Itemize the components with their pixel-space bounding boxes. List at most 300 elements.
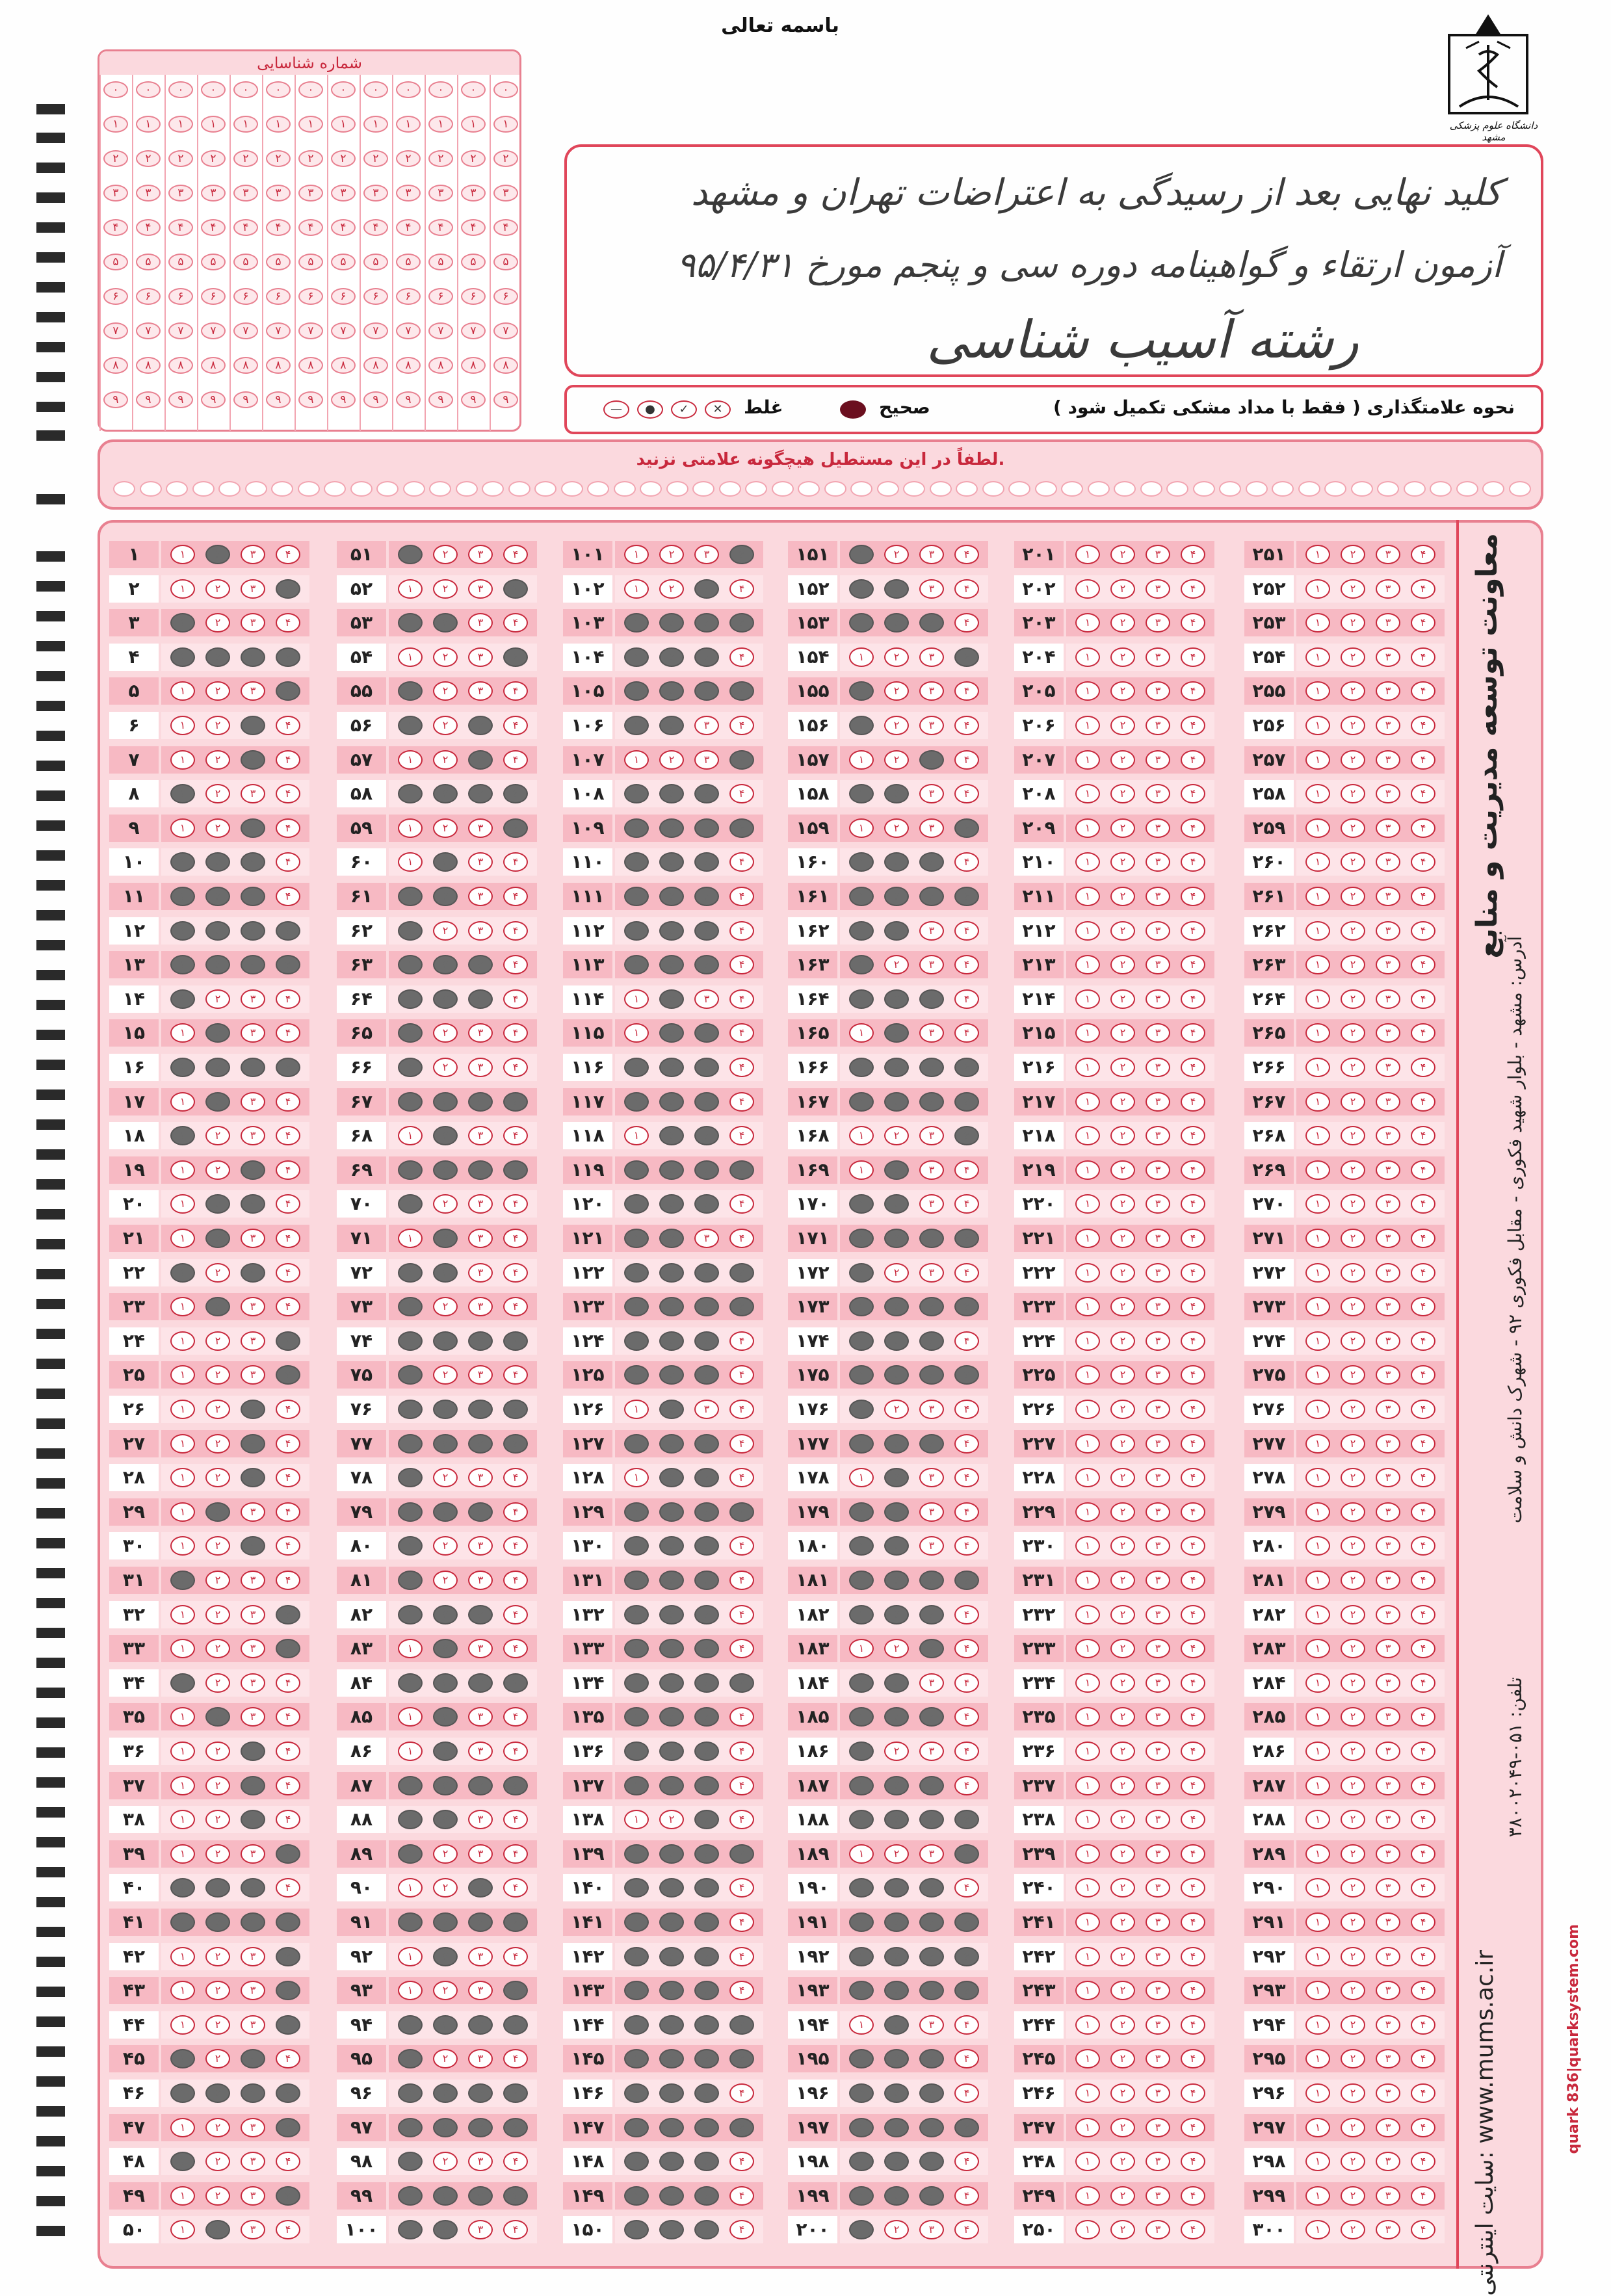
choice-bubble[interactable]: ۴ <box>1411 1023 1435 1043</box>
choice-bubble[interactable]: ۳ <box>468 2186 493 2206</box>
choice-bubble[interactable]: ۱ <box>398 921 423 941</box>
choice-bubble[interactable]: ۳ <box>1376 681 1400 701</box>
choice-bubble[interactable]: ۱ <box>170 1810 195 1829</box>
choice-bubble[interactable]: ۲ <box>1341 2118 1365 2137</box>
choice-bubble[interactable]: ۱ <box>398 2049 423 2068</box>
choice-bubble[interactable]: ۱ <box>170 2049 195 2068</box>
choice-bubble[interactable]: ۴ <box>1411 1947 1435 1966</box>
id-digit-bubble[interactable]: ۷ <box>201 322 226 339</box>
choice-bubble[interactable]: ۳ <box>241 818 265 838</box>
choice-bubble[interactable]: ۱ <box>1075 1194 1100 1214</box>
choice-bubble[interactable]: ۳ <box>1376 1571 1400 1590</box>
choice-bubble[interactable]: ۳ <box>1376 613 1400 633</box>
choice-bubble[interactable]: ۴ <box>1181 2152 1205 2171</box>
choice-bubble[interactable]: ۲ <box>205 955 230 974</box>
choice-bubble[interactable]: ۳ <box>1376 1365 1400 1385</box>
id-digit-bubble[interactable]: ۷ <box>493 322 518 339</box>
choice-bubble[interactable]: ۱ <box>398 1092 423 1112</box>
id-digit-bubble[interactable]: ۱ <box>461 116 486 133</box>
choice-bubble[interactable]: ۲ <box>1110 681 1135 701</box>
choice-bubble[interactable]: ۳ <box>241 2186 265 2206</box>
choice-bubble[interactable]: ۳ <box>694 1434 719 1454</box>
choice-bubble[interactable]: ۱ <box>170 1263 195 1283</box>
choice-bubble[interactable]: ۳ <box>919 2083 944 2103</box>
choice-bubble[interactable]: ۴ <box>1181 716 1205 735</box>
choice-bubble[interactable]: ۱ <box>624 1571 649 1590</box>
choice-bubble[interactable]: ۱ <box>1075 2186 1100 2206</box>
choice-bubble[interactable]: ۱ <box>170 716 195 735</box>
choice-bubble[interactable]: ۳ <box>694 2015 719 2035</box>
choice-bubble[interactable]: ۱ <box>849 1639 874 1658</box>
choice-bubble[interactable]: ۱ <box>398 818 423 838</box>
choice-bubble[interactable]: ۲ <box>1341 1297 1365 1316</box>
choice-bubble[interactable]: ۱ <box>398 1707 423 1727</box>
choice-bubble[interactable]: ۲ <box>205 1263 230 1283</box>
choice-bubble[interactable]: ۱ <box>849 1365 874 1385</box>
choice-bubble[interactable]: ۲ <box>433 1400 458 1419</box>
choice-bubble[interactable]: ۱ <box>849 1605 874 1624</box>
choice-bubble[interactable]: ۱ <box>1075 1331 1100 1351</box>
choice-bubble[interactable]: ۳ <box>694 989 719 1009</box>
choice-bubble[interactable]: ۴ <box>503 1297 528 1316</box>
id-digit-bubble[interactable]: ۱ <box>168 116 193 133</box>
choice-bubble[interactable]: ۴ <box>1411 2220 1435 2239</box>
choice-bubble[interactable]: ۱ <box>398 1263 423 1283</box>
choice-bubble[interactable]: ۳ <box>1376 750 1400 770</box>
choice-bubble[interactable]: ۳ <box>919 989 944 1009</box>
choice-bubble[interactable]: ۲ <box>1341 1981 1365 2000</box>
id-digit-bubble[interactable]: ۲ <box>233 150 258 167</box>
choice-bubble[interactable]: ۲ <box>659 784 684 803</box>
choice-bubble[interactable]: ۲ <box>433 1947 458 1966</box>
choice-bubble[interactable]: ۳ <box>241 1639 265 1658</box>
choice-bubble[interactable]: ۴ <box>729 1365 754 1385</box>
choice-bubble[interactable]: ۲ <box>1341 1947 1365 1966</box>
choice-bubble[interactable]: ۳ <box>1146 1160 1170 1180</box>
choice-bubble[interactable]: ۳ <box>241 784 265 803</box>
choice-bubble[interactable]: ۴ <box>1181 921 1205 941</box>
choice-bubble[interactable]: ۱ <box>398 579 423 599</box>
id-digit-bubble[interactable]: ۱ <box>136 116 161 133</box>
choice-bubble[interactable]: ۳ <box>1376 1092 1400 1112</box>
choice-bubble[interactable]: ۴ <box>503 1878 528 1898</box>
choice-bubble[interactable]: ۱ <box>1305 1092 1330 1112</box>
choice-bubble[interactable]: ۳ <box>468 1912 493 1932</box>
choice-bubble[interactable]: ۲ <box>1341 2186 1365 2206</box>
choice-bubble[interactable]: ۱ <box>849 2049 874 2068</box>
choice-bubble[interactable]: ۴ <box>276 784 300 803</box>
choice-bubble[interactable]: ۱ <box>398 1776 423 1795</box>
choice-bubble[interactable]: ۳ <box>694 955 719 974</box>
choice-bubble[interactable]: ۲ <box>659 887 684 906</box>
id-digit-bubble[interactable]: ۵ <box>396 254 421 270</box>
choice-bubble[interactable]: ۱ <box>849 1400 874 1419</box>
choice-bubble[interactable]: ۳ <box>468 1981 493 2000</box>
choice-bubble[interactable]: ۳ <box>919 1058 944 1077</box>
id-digit-bubble[interactable]: ۶ <box>331 288 356 305</box>
choice-bubble[interactable]: ۴ <box>503 1331 528 1351</box>
choice-bubble[interactable]: ۲ <box>205 2186 230 2206</box>
choice-bubble[interactable]: ۲ <box>884 1571 909 1590</box>
choice-bubble[interactable]: ۲ <box>1110 1468 1135 1487</box>
choice-bubble[interactable]: ۲ <box>884 1194 909 1214</box>
id-digit-bubble[interactable]: ۹ <box>363 391 388 408</box>
choice-bubble[interactable]: ۴ <box>503 1229 528 1248</box>
choice-bubble[interactable]: ۴ <box>503 1058 528 1077</box>
choice-bubble[interactable]: ۲ <box>205 1912 230 1932</box>
choice-bubble[interactable]: ۱ <box>849 989 874 1009</box>
choice-bubble[interactable]: ۱ <box>170 921 195 941</box>
choice-bubble[interactable]: ۱ <box>1075 1229 1100 1248</box>
id-digit-bubble[interactable]: ۸ <box>396 357 421 374</box>
choice-bubble[interactable]: ۴ <box>503 681 528 701</box>
id-digit-bubble[interactable]: ۵ <box>493 254 518 270</box>
choice-bubble[interactable]: ۱ <box>1075 784 1100 803</box>
choice-bubble[interactable]: ۳ <box>468 1639 493 1658</box>
choice-bubble[interactable]: ۱ <box>398 1331 423 1351</box>
id-digit-bubble[interactable]: ۷ <box>168 322 193 339</box>
id-digit-bubble[interactable]: ۱ <box>428 116 453 133</box>
id-digit-bubble[interactable]: ۵ <box>201 254 226 270</box>
choice-bubble[interactable]: ۴ <box>1411 1468 1435 1487</box>
choice-bubble[interactable]: ۲ <box>659 1742 684 1761</box>
choice-bubble[interactable]: ۴ <box>954 1400 979 1419</box>
choice-bubble[interactable]: ۱ <box>398 887 423 906</box>
choice-bubble[interactable]: ۴ <box>729 750 754 770</box>
choice-bubble[interactable]: ۲ <box>1110 1844 1135 1864</box>
id-digit-bubble[interactable]: ۰ <box>493 81 518 98</box>
choice-bubble[interactable]: ۴ <box>1411 921 1435 941</box>
choice-bubble[interactable]: ۱ <box>1305 647 1330 667</box>
choice-bubble[interactable]: ۲ <box>433 2083 458 2103</box>
choice-bubble[interactable]: ۱ <box>849 1844 874 1864</box>
choice-bubble[interactable]: ۲ <box>659 1947 684 1966</box>
choice-bubble[interactable]: ۲ <box>433 579 458 599</box>
choice-bubble[interactable]: ۴ <box>276 1092 300 1112</box>
choice-bubble[interactable]: ۲ <box>433 2152 458 2171</box>
choice-bubble[interactable]: ۴ <box>1181 1605 1205 1624</box>
choice-bubble[interactable]: ۲ <box>205 1605 230 1624</box>
choice-bubble[interactable]: ۱ <box>170 2152 195 2171</box>
choice-bubble[interactable]: ۱ <box>624 955 649 974</box>
choice-bubble[interactable]: ۱ <box>1075 1947 1100 1966</box>
choice-bubble[interactable]: ۴ <box>276 1194 300 1214</box>
choice-bubble[interactable]: ۳ <box>241 1502 265 1522</box>
choice-bubble[interactable]: ۳ <box>1146 1776 1170 1795</box>
choice-bubble[interactable]: ۴ <box>503 2015 528 2035</box>
choice-bubble[interactable]: ۲ <box>205 1844 230 1864</box>
choice-bubble[interactable]: ۲ <box>1110 2015 1135 2035</box>
choice-bubble[interactable]: ۴ <box>1411 1571 1435 1590</box>
choice-bubble[interactable]: ۳ <box>241 681 265 701</box>
choice-bubble[interactable]: ۲ <box>659 921 684 941</box>
choice-bubble[interactable]: ۱ <box>170 1742 195 1761</box>
choice-bubble[interactable]: ۱ <box>1305 579 1330 599</box>
choice-bubble[interactable]: ۳ <box>468 1160 493 1180</box>
choice-bubble[interactable]: ۳ <box>919 2015 944 2035</box>
choice-bubble[interactable]: ۳ <box>694 1639 719 1658</box>
choice-bubble[interactable]: ۴ <box>1181 1092 1205 1112</box>
choice-bubble[interactable]: ۲ <box>205 1571 230 1590</box>
choice-bubble[interactable]: ۳ <box>1146 1810 1170 1829</box>
choice-bubble[interactable]: ۳ <box>694 545 719 564</box>
choice-bubble[interactable]: ۲ <box>884 1126 909 1145</box>
choice-bubble[interactable]: ۳ <box>694 1023 719 1043</box>
id-digit-bubble[interactable]: ۴ <box>331 219 356 236</box>
choice-bubble[interactable]: ۴ <box>503 921 528 941</box>
choice-bubble[interactable]: ۱ <box>849 1878 874 1898</box>
choice-bubble[interactable]: ۴ <box>1181 887 1205 906</box>
choice-bubble[interactable]: ۱ <box>170 2220 195 2239</box>
id-digit-bubble[interactable]: ۱ <box>331 116 356 133</box>
choice-bubble[interactable]: ۳ <box>468 1331 493 1351</box>
choice-bubble[interactable]: ۲ <box>659 1810 684 1829</box>
id-digit-bubble[interactable]: ۵ <box>103 254 128 270</box>
choice-bubble[interactable]: ۱ <box>398 2118 423 2137</box>
choice-bubble[interactable]: ۲ <box>884 613 909 633</box>
choice-bubble[interactable]: ۲ <box>659 2152 684 2171</box>
choice-bubble[interactable]: ۱ <box>170 1571 195 1590</box>
choice-bubble[interactable]: ۲ <box>205 1878 230 1898</box>
choice-bubble[interactable]: ۳ <box>1376 2186 1400 2206</box>
choice-bubble[interactable]: ۲ <box>884 1229 909 1248</box>
choice-bubble[interactable]: ۴ <box>729 1639 754 1658</box>
choice-bubble[interactable]: ۲ <box>1341 1639 1365 1658</box>
choice-bubble[interactable]: ۱ <box>1305 1571 1330 1590</box>
choice-bubble[interactable]: ۳ <box>1376 1023 1400 1043</box>
choice-bubble[interactable]: ۲ <box>884 887 909 906</box>
choice-bubble[interactable]: ۱ <box>849 887 874 906</box>
choice-bubble[interactable]: ۳ <box>1146 1297 1170 1316</box>
choice-bubble[interactable]: ۲ <box>205 1742 230 1761</box>
choice-bubble[interactable]: ۲ <box>433 681 458 701</box>
choice-bubble[interactable]: ۳ <box>1146 1331 1170 1351</box>
choice-bubble[interactable]: ۱ <box>170 1194 195 1214</box>
id-digit-bubble[interactable]: ۱ <box>103 116 128 133</box>
id-digit-bubble[interactable]: ۷ <box>266 322 291 339</box>
choice-bubble[interactable]: ۳ <box>1146 1092 1170 1112</box>
choice-bubble[interactable]: ۳ <box>694 681 719 701</box>
choice-bubble[interactable]: ۱ <box>1075 1400 1100 1419</box>
choice-bubble[interactable]: ۳ <box>1376 921 1400 941</box>
choice-bubble[interactable]: ۲ <box>1110 1160 1135 1180</box>
id-digit-bubble[interactable]: ۰ <box>331 81 356 98</box>
choice-bubble[interactable]: ۴ <box>503 1160 528 1180</box>
choice-bubble[interactable]: ۲ <box>659 716 684 735</box>
choice-bubble[interactable]: ۳ <box>468 818 493 838</box>
choice-bubble[interactable]: ۲ <box>433 1536 458 1556</box>
choice-bubble[interactable]: ۴ <box>954 1126 979 1145</box>
choice-bubble[interactable]: ۳ <box>1146 2220 1170 2239</box>
choice-bubble[interactable]: ۴ <box>729 1126 754 1145</box>
choice-bubble[interactable]: ۴ <box>729 1058 754 1077</box>
id-digit-bubble[interactable]: ۴ <box>363 219 388 236</box>
choice-bubble[interactable]: ۳ <box>919 1160 944 1180</box>
id-digit-bubble[interactable]: ۴ <box>461 219 486 236</box>
choice-bubble[interactable]: ۳ <box>694 716 719 735</box>
choice-bubble[interactable]: ۱ <box>170 1639 195 1658</box>
choice-bubble[interactable]: ۴ <box>503 1263 528 1283</box>
choice-bubble[interactable]: ۳ <box>241 579 265 599</box>
choice-bubble[interactable]: ۳ <box>468 1844 493 1864</box>
choice-bubble[interactable]: ۲ <box>433 1023 458 1043</box>
choice-bubble[interactable]: ۴ <box>276 1468 300 1487</box>
choice-bubble[interactable]: ۲ <box>433 716 458 735</box>
choice-bubble[interactable]: ۲ <box>659 2083 684 2103</box>
choice-bubble[interactable]: ۳ <box>919 921 944 941</box>
choice-bubble[interactable]: ۲ <box>1341 2015 1365 2035</box>
choice-bubble[interactable]: ۱ <box>849 852 874 872</box>
choice-bubble[interactable]: ۴ <box>276 1229 300 1248</box>
choice-bubble[interactable]: ۲ <box>205 2118 230 2137</box>
choice-bubble[interactable]: ۳ <box>241 2118 265 2137</box>
choice-bubble[interactable]: ۳ <box>1146 921 1170 941</box>
choice-bubble[interactable]: ۲ <box>205 681 230 701</box>
id-digit-bubble[interactable]: ۸ <box>201 357 226 374</box>
id-digit-bubble[interactable]: ۲ <box>103 150 128 167</box>
choice-bubble[interactable]: ۴ <box>1181 2083 1205 2103</box>
choice-bubble[interactable]: ۲ <box>1110 750 1135 770</box>
id-digit-bubble[interactable]: ۷ <box>136 322 161 339</box>
choice-bubble[interactable]: ۴ <box>1411 681 1435 701</box>
id-digit-bubble[interactable]: ۶ <box>168 288 193 305</box>
choice-bubble[interactable]: ۳ <box>694 1229 719 1248</box>
choice-bubble[interactable]: ۱ <box>398 613 423 633</box>
choice-bubble[interactable]: ۲ <box>1110 1126 1135 1145</box>
choice-bubble[interactable]: ۲ <box>1110 921 1135 941</box>
choice-bubble[interactable]: ۴ <box>503 1707 528 1727</box>
choice-bubble[interactable]: ۲ <box>659 1400 684 1419</box>
choice-bubble[interactable]: ۲ <box>659 1468 684 1487</box>
choice-bubble[interactable]: ۱ <box>1305 1058 1330 1077</box>
choice-bubble[interactable]: ۲ <box>884 1365 909 1385</box>
choice-bubble[interactable]: ۲ <box>659 1536 684 1556</box>
choice-bubble[interactable]: ۳ <box>1146 1263 1170 1283</box>
choice-bubble[interactable]: ۱ <box>398 2220 423 2239</box>
id-digit-bubble[interactable]: ۴ <box>428 219 453 236</box>
choice-bubble[interactable]: ۲ <box>205 1502 230 1522</box>
choice-bubble[interactable]: ۳ <box>1376 2220 1400 2239</box>
choice-bubble[interactable]: ۴ <box>276 1571 300 1590</box>
choice-bubble[interactable]: ۱ <box>1075 818 1100 838</box>
choice-bubble[interactable]: ۴ <box>954 1468 979 1487</box>
choice-bubble[interactable]: ۱ <box>849 750 874 770</box>
choice-bubble[interactable]: ۴ <box>503 1194 528 1214</box>
choice-bubble[interactable]: ۱ <box>849 1502 874 1522</box>
choice-bubble[interactable]: ۴ <box>1181 647 1205 667</box>
choice-bubble[interactable]: ۲ <box>205 2083 230 2103</box>
choice-bubble[interactable]: ۴ <box>1411 1502 1435 1522</box>
choice-bubble[interactable]: ۳ <box>241 1742 265 1761</box>
id-digit-bubble[interactable]: ۶ <box>363 288 388 305</box>
choice-bubble[interactable]: ۱ <box>398 681 423 701</box>
choice-bubble[interactable]: ۲ <box>884 1400 909 1419</box>
id-digit-bubble[interactable]: ۵ <box>298 254 323 270</box>
choice-bubble[interactable]: ۳ <box>1146 2186 1170 2206</box>
id-digit-bubble[interactable]: ۰ <box>201 81 226 98</box>
choice-bubble[interactable]: ۳ <box>241 545 265 564</box>
choice-bubble[interactable]: ۲ <box>1110 1400 1135 1419</box>
choice-bubble[interactable]: ۲ <box>1110 545 1135 564</box>
choice-bubble[interactable]: ۱ <box>1305 1160 1330 1180</box>
choice-bubble[interactable]: ۱ <box>170 1023 195 1043</box>
choice-bubble[interactable]: ۳ <box>241 1673 265 1693</box>
id-digit-bubble[interactable]: ۳ <box>363 185 388 202</box>
choice-bubble[interactable]: ۴ <box>954 2083 979 2103</box>
choice-bubble[interactable]: ۲ <box>884 1058 909 1077</box>
id-digit-bubble[interactable]: ۴ <box>136 219 161 236</box>
choice-bubble[interactable]: ۱ <box>1305 2220 1330 2239</box>
choice-bubble[interactable]: ۱ <box>624 2118 649 2137</box>
choice-bubble[interactable]: ۲ <box>659 647 684 667</box>
choice-bubble[interactable]: ۲ <box>659 1639 684 1658</box>
choice-bubble[interactable]: ۲ <box>659 1229 684 1248</box>
choice-bubble[interactable]: ۴ <box>954 1981 979 2000</box>
choice-bubble[interactable]: ۳ <box>1376 784 1400 803</box>
choice-bubble[interactable]: ۱ <box>398 1981 423 2000</box>
choice-bubble[interactable]: ۲ <box>659 1092 684 1112</box>
choice-bubble[interactable]: ۳ <box>468 1742 493 1761</box>
choice-bubble[interactable]: ۳ <box>919 1229 944 1248</box>
id-digit-bubble[interactable]: ۴ <box>266 219 291 236</box>
choice-bubble[interactable]: ۳ <box>468 716 493 735</box>
choice-bubble[interactable]: ۱ <box>849 1160 874 1180</box>
choice-bubble[interactable]: ۱ <box>1075 1160 1100 1180</box>
choice-bubble[interactable]: ۴ <box>729 1194 754 1214</box>
id-digit-bubble[interactable]: ۱ <box>266 116 291 133</box>
choice-bubble[interactable]: ۱ <box>1075 921 1100 941</box>
choice-bubble[interactable]: ۳ <box>1146 1400 1170 1419</box>
choice-bubble[interactable]: ۱ <box>1075 955 1100 974</box>
choice-bubble[interactable]: ۴ <box>729 716 754 735</box>
choice-bubble[interactable]: ۳ <box>468 887 493 906</box>
choice-bubble[interactable]: ۲ <box>433 1707 458 1727</box>
choice-bubble[interactable]: ۲ <box>1341 1331 1365 1351</box>
choice-bubble[interactable]: ۱ <box>849 1468 874 1487</box>
choice-bubble[interactable]: ۴ <box>729 1844 754 1864</box>
id-digit-bubble[interactable]: ۶ <box>201 288 226 305</box>
choice-bubble[interactable]: ۴ <box>503 1810 528 1829</box>
choice-bubble[interactable]: ۴ <box>276 1126 300 1145</box>
choice-bubble[interactable]: ۱ <box>398 1742 423 1761</box>
choice-bubble[interactable]: ۱ <box>849 1742 874 1761</box>
choice-bubble[interactable]: ۲ <box>1110 1947 1135 1966</box>
id-digit-bubble[interactable]: ۸ <box>493 357 518 374</box>
choice-bubble[interactable]: ۴ <box>503 1365 528 1385</box>
choice-bubble[interactable]: ۲ <box>659 2118 684 2137</box>
id-digit-bubble[interactable]: ۴ <box>168 219 193 236</box>
choice-bubble[interactable]: ۳ <box>919 1571 944 1590</box>
choice-bubble[interactable]: ۱ <box>1075 1673 1100 1693</box>
choice-bubble[interactable]: ۳ <box>1376 1331 1400 1351</box>
choice-bubble[interactable]: ۱ <box>170 1502 195 1522</box>
choice-bubble[interactable]: ۱ <box>849 1092 874 1112</box>
choice-bubble[interactable]: ۴ <box>503 1400 528 1419</box>
choice-bubble[interactable]: ۱ <box>624 1434 649 1454</box>
choice-bubble[interactable]: ۴ <box>276 613 300 633</box>
choice-bubble[interactable]: ۳ <box>1146 1468 1170 1487</box>
choice-bubble[interactable]: ۱ <box>398 1605 423 1624</box>
choice-bubble[interactable]: ۱ <box>624 1707 649 1727</box>
choice-bubble[interactable]: ۳ <box>919 1981 944 2000</box>
choice-bubble[interactable]: ۱ <box>1305 2186 1330 2206</box>
choice-bubble[interactable]: ۲ <box>205 1673 230 1693</box>
choice-bubble[interactable]: ۲ <box>205 1947 230 1966</box>
choice-bubble[interactable]: ۴ <box>954 1058 979 1077</box>
choice-bubble[interactable]: ۲ <box>659 579 684 599</box>
choice-bubble[interactable]: ۲ <box>1341 1092 1365 1112</box>
choice-bubble[interactable]: ۲ <box>1341 1742 1365 1761</box>
